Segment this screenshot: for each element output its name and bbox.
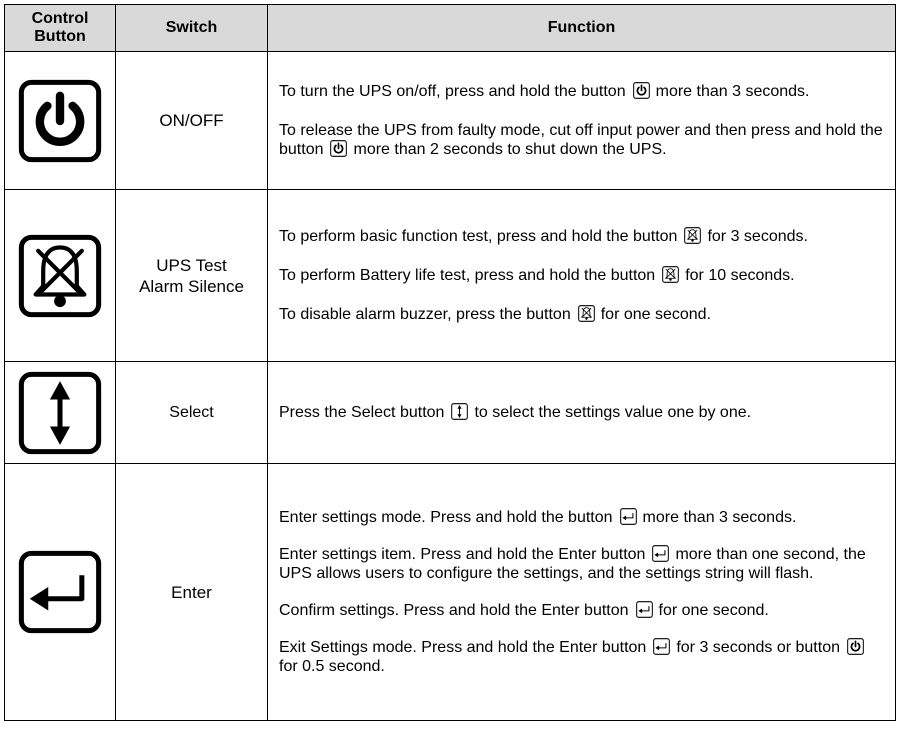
function-text: Confirm settings. Press and hold the Enter button bbox=[279, 602, 629, 619]
function-text: Press the Select button bbox=[279, 404, 445, 421]
table-row-ups-test bbox=[5, 190, 896, 362]
up-down-arrow-icon bbox=[450, 403, 469, 420]
function-text: for one second. bbox=[658, 602, 769, 619]
switch-cell bbox=[116, 190, 268, 362]
function-text: Enter settings mode. Press and hold the button bbox=[279, 509, 613, 526]
enter-icon bbox=[16, 550, 104, 634]
enter-icon bbox=[652, 638, 671, 655]
control-button-table bbox=[4, 4, 896, 721]
function-text: for 3 seconds. bbox=[707, 228, 808, 245]
function-text: more than 3 seconds. bbox=[642, 509, 797, 526]
function-cell bbox=[268, 362, 896, 464]
power-icon bbox=[16, 79, 104, 163]
function-text: Enter settings item. Press and hold the Enter button bbox=[279, 546, 646, 563]
function-line bbox=[279, 227, 885, 246]
control-button-cell bbox=[5, 362, 116, 464]
power-icon bbox=[632, 82, 651, 99]
alarm-silence-icon bbox=[16, 234, 104, 318]
function-line bbox=[279, 403, 885, 422]
function-text: To turn the UPS on/off, press and hold the button bbox=[279, 83, 626, 100]
control-button-cell bbox=[5, 52, 116, 190]
function-line bbox=[279, 82, 885, 101]
control-button-cell bbox=[5, 190, 116, 362]
header-switch: Switch bbox=[116, 5, 268, 52]
enter-icon bbox=[651, 545, 670, 562]
header-function: Function bbox=[268, 5, 896, 52]
control-button-cell bbox=[5, 464, 116, 721]
switch-cell bbox=[116, 52, 268, 190]
function-line bbox=[279, 601, 885, 620]
function-line bbox=[279, 121, 885, 159]
switch-label-enter: Enter bbox=[171, 582, 212, 602]
enter-icon bbox=[635, 601, 654, 618]
function-text: To disable alarm buzzer, press the button bbox=[279, 306, 571, 323]
switch-label-alarm-silence: Alarm Silence bbox=[139, 276, 244, 296]
function-text: more than 2 seconds to shut down the UPS. bbox=[353, 141, 667, 158]
switch-cell bbox=[116, 464, 268, 721]
up-down-arrow-icon bbox=[16, 371, 104, 455]
function-text: for 10 seconds. bbox=[685, 267, 795, 284]
table-row-enter bbox=[5, 464, 896, 721]
switch-label-on-off: ON/OFF bbox=[159, 111, 224, 130]
switch-label-select: Select bbox=[169, 404, 214, 421]
alarm-silence-icon bbox=[577, 305, 596, 322]
alarm-silence-icon bbox=[683, 227, 702, 244]
function-cell bbox=[268, 190, 896, 362]
alarm-silence-icon bbox=[661, 266, 680, 283]
switch-label-ups-test: UPS Test bbox=[156, 255, 227, 275]
function-cell bbox=[268, 52, 896, 190]
function-text: for one second. bbox=[600, 306, 712, 323]
function-text: more than one second, the UPS allows users to configure the settings, and the settings string will flash. bbox=[279, 546, 866, 582]
function-line bbox=[279, 266, 885, 285]
switch-cell bbox=[116, 362, 268, 464]
table-row-on-off bbox=[5, 52, 896, 190]
enter-icon bbox=[619, 508, 638, 525]
table-row-select bbox=[5, 362, 896, 464]
power-icon bbox=[846, 638, 865, 655]
function-text: to select the settings value one by one. bbox=[474, 404, 752, 421]
function-text: To release the UPS from faulty mode, cut off input power and then press and hold the button bbox=[279, 122, 883, 158]
function-line bbox=[279, 638, 885, 676]
function-text: more than 3 seconds. bbox=[655, 83, 810, 100]
function-text: To perform basic function test, press and hold the button bbox=[279, 228, 678, 245]
function-line bbox=[279, 305, 885, 324]
function-text: Exit Settings mode. Press and hold the Enter button bbox=[279, 639, 647, 656]
function-text: To perform Battery life test, press and hold the button bbox=[279, 267, 656, 284]
power-icon bbox=[329, 140, 348, 157]
function-line bbox=[279, 545, 885, 583]
header-row bbox=[5, 5, 896, 52]
function-text: for 3 seconds or button bbox=[676, 639, 840, 656]
header-control-button: Control Button bbox=[5, 5, 116, 52]
function-cell bbox=[268, 464, 896, 721]
function-text: for 0.5 second. bbox=[279, 658, 385, 675]
function-line bbox=[279, 508, 885, 527]
